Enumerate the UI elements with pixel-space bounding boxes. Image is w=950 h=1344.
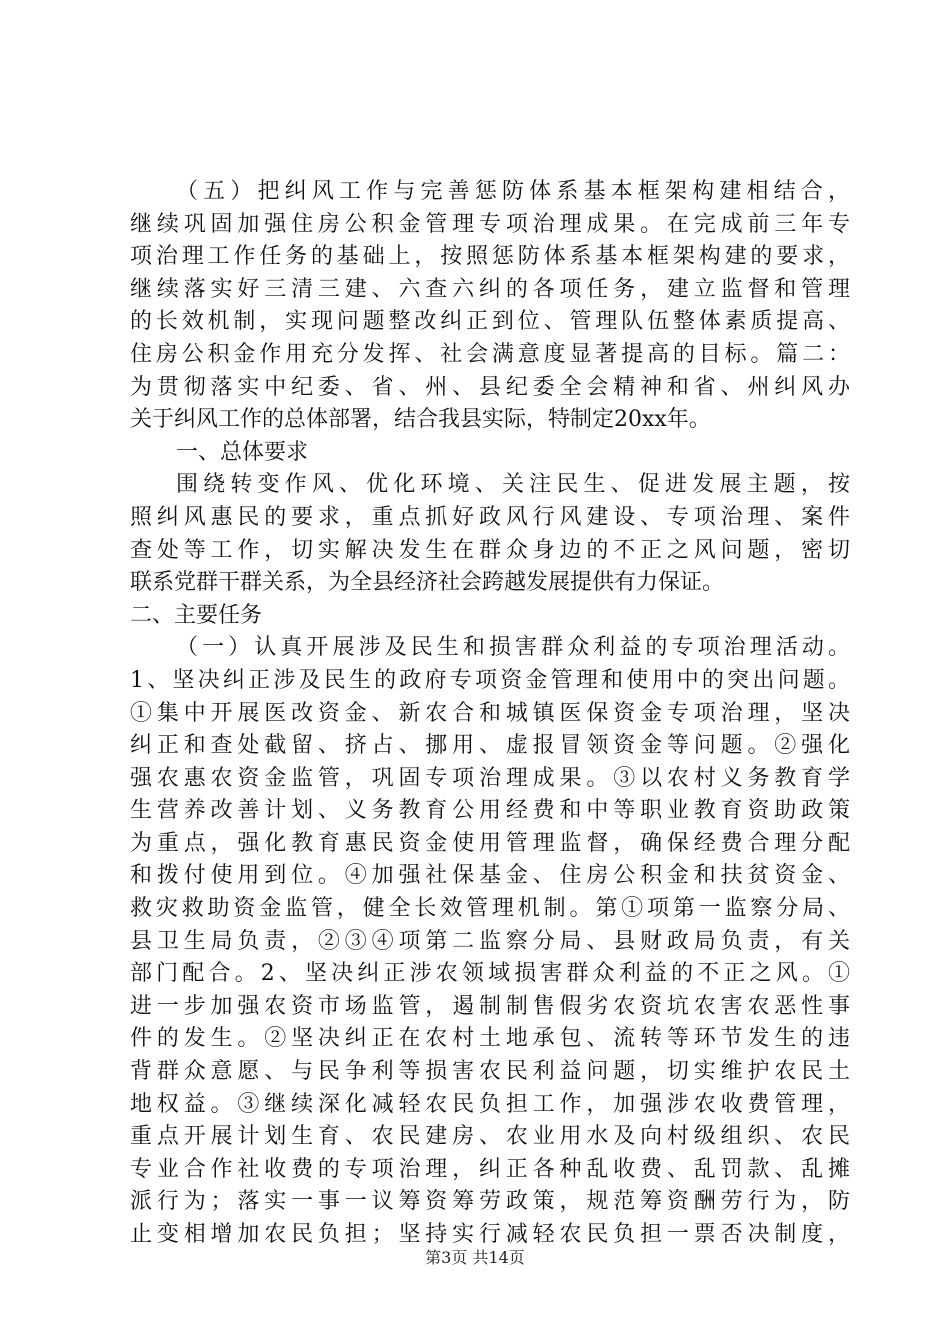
text-line: 派行为；落实一事一议筹资筹劳政策，规范筹资酬劳行为，防 [130,1189,850,1215]
page-number: 第3页 共14页 [425,1248,525,1267]
text-line: 背群众意愿、与民争利等损害农民利益问题，切实维护农民土 [130,1059,850,1085]
text-line: 继续落实好三清三建、六查六纠的各项任务，建立监督和管理 [130,276,850,302]
document-body [130,176,850,1252]
text-line: ①集中开展医改资金、新农合和城镇医保资金专项治理，坚决 [130,700,850,726]
text-line: 继续巩固加强住房公积金管理专项治理成果。在完成前三年专 [130,211,850,237]
text-line: 专业合作社收费的专项治理，纠正各种乱收费、乱罚款、乱摊 [130,1156,850,1182]
text-line: 和拨付使用到位。④加强社保基金、住房公积金和扶贫资金、 [130,863,850,889]
text-line: 进一步加强农资市场监管，遏制制售假劣农资坑农害农恶性事 [130,993,850,1019]
text-line: 为重点，强化教育惠民资金使用管理监督，确保经费合理分配 [130,830,850,856]
section-heading: 二、主要任务 [130,602,263,628]
text-line: 查处等工作，切实解决发生在群众身边的不正之风问题，密切 [130,537,850,563]
text-line: 项治理工作任务的基础上，按照惩防体系基本框架构建的要求， [130,244,850,270]
text-line: 照纠风惠民的要求，重点抓好政风行风建设、专项治理、案件 [130,504,850,530]
text-line: 强农惠农资金监管，巩固专项治理成果。③以农村义务教育学 [130,765,850,791]
text-line: 件的发生。②坚决纠正在农村土地承包、流转等环节发生的违 [130,1026,850,1052]
text-line: （一）认真开展涉及民生和损害群众利益的专项治理活动。 [176,635,850,661]
text-line: 地权益。③继续深化减轻农民负担工作，加强涉农收费管理， [130,1091,850,1117]
text-line: 救灾救助资金监管，健全长效管理机制。第①项第一监察分局、 [130,896,850,922]
text-line: 县卫生局负责，②③④项第二监察分局、县财政局负责，有关 [130,928,850,954]
text-line: 住房公积金作用充分发挥、社会满意度显著提高的目标。篇二： [130,341,850,367]
text-line: 的长效机制，实现问题整改纠正到位、管理队伍整体素质提高、 [130,309,850,335]
text-line: 1、坚决纠正涉及民生的政府专项资金管理和使用中的突出问题。 [130,667,850,693]
text-line: 联系党群干群关系，为全县经济社会跨越发展提供有力保证。 [130,570,725,596]
text-line: 部门配合。2、坚决纠正涉农领域损害群众利益的不正之风。① [130,961,850,987]
section-heading: 一、总体要求 [176,439,309,465]
text-line: 围绕转变作风、优化环境、关注民生、促进发展主题，按 [176,472,850,498]
text-line: 止变相增加农民负担；坚持实行减轻农民负担一票否决制度， [130,1222,850,1247]
text-line: 生营养改善计划、义务教育公用经费和中等职业教育资助政策 [130,798,850,824]
text-line: （五）把纠风工作与完善惩防体系基本框架构建相结合， [176,179,850,204]
text-line: 为贯彻落实中纪委、省、州、县纪委全会精神和省、州纠风办 [130,374,850,400]
page-footer [0,1245,950,1268]
text-line: 关于纠风工作的总体部署，结合我县实际，特制定20xx年。 [130,407,711,433]
text-line: 重点开展计划生育、农民建房、农业用水及向村级组织、农民 [130,1124,850,1150]
text-line: 纠正和查处截留、挤占、挪用、虚报冒领资金等问题。②强化 [130,733,850,759]
